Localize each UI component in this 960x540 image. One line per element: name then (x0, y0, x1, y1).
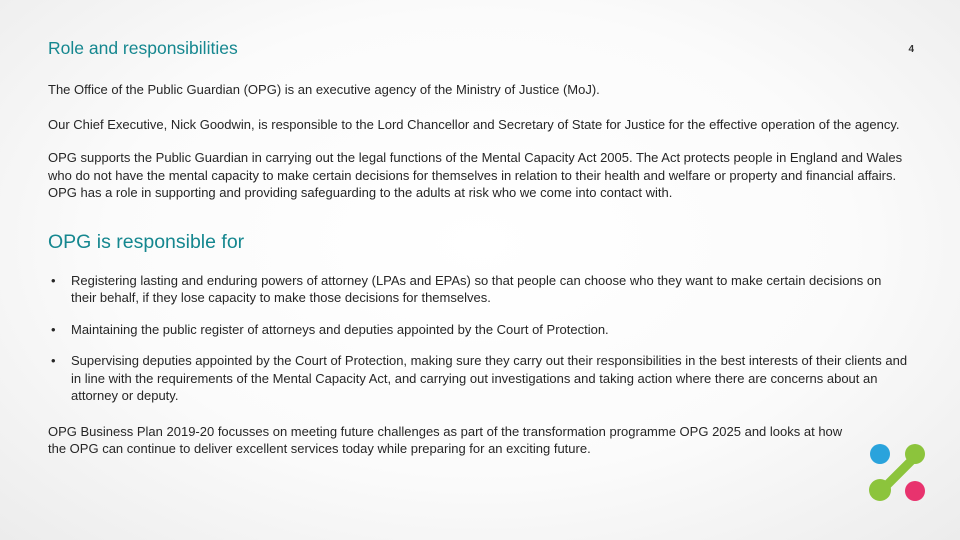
logo-dot-green-top (905, 444, 925, 464)
opg-logo (866, 440, 930, 506)
bullet: • (51, 353, 56, 368)
list-item (48, 352, 910, 405)
responsibility-list (48, 272, 910, 405)
list-item-text: Supervising deputies appointed by the Court of Protection, making sure they carry out their responsibilities in the best interests of their clients and in line with the requirements of the Mental Capacity Act, and carrying out investigations and taking action where there are concerns about an attorney or deputy. (71, 353, 908, 403)
intro-paragraph: The Office of the Public Guardian (OPG) is an executive agency of the Ministry of Justice (MoJ). (48, 82, 600, 97)
slide-content (48, 81, 910, 458)
logo-dot-green-bottom (869, 479, 891, 501)
bullet: • (51, 321, 56, 337)
section-heading: OPG is responsible for (48, 230, 245, 253)
list-item (48, 272, 910, 307)
page-title: Role and responsibilities (48, 38, 238, 58)
closing-paragraph: OPG Business Plan 2019-20 focusses on meeting future challenges as part of the transformation programme OPG 2025 and looks at how the OPG can continue to deliver excellent services today while preparing for an exciting future. (48, 423, 843, 456)
logo-dot-pink (905, 481, 925, 501)
mental-capacity-paragraph: OPG supports the Public Guardian in carrying out the legal functions of the Mental Capacity Act 2005. The Act protects people in England and Wales who do not have the mental capacity to make certain decisions for themselves in relation to their health and welfare or property and financial affairs. OPG has a role in supporting and providing safeguarding to the adults at risk who we come into contact with. (48, 150, 903, 200)
page-number: 4 (908, 44, 914, 55)
list-item-text: Registering lasting and enduring powers of attorney (LPAs and EPAs) so that people can choose who they want to make certain decisions on their behalf, if they lose capacity to make those decisions for themselves. (71, 272, 882, 305)
chief-executive-paragraph: Our Chief Executive, Nick Goodwin, is responsible to the Lord Chancellor and Secretary of State for Justice for the effective operation of the agency. (48, 116, 900, 132)
list-item-text: Maintaining the public register of attorneys and deputies appointed by the Court of Protection. (71, 321, 609, 337)
logo-dot-blue (870, 444, 890, 464)
bullet: • (51, 272, 56, 288)
list-item (48, 321, 910, 339)
